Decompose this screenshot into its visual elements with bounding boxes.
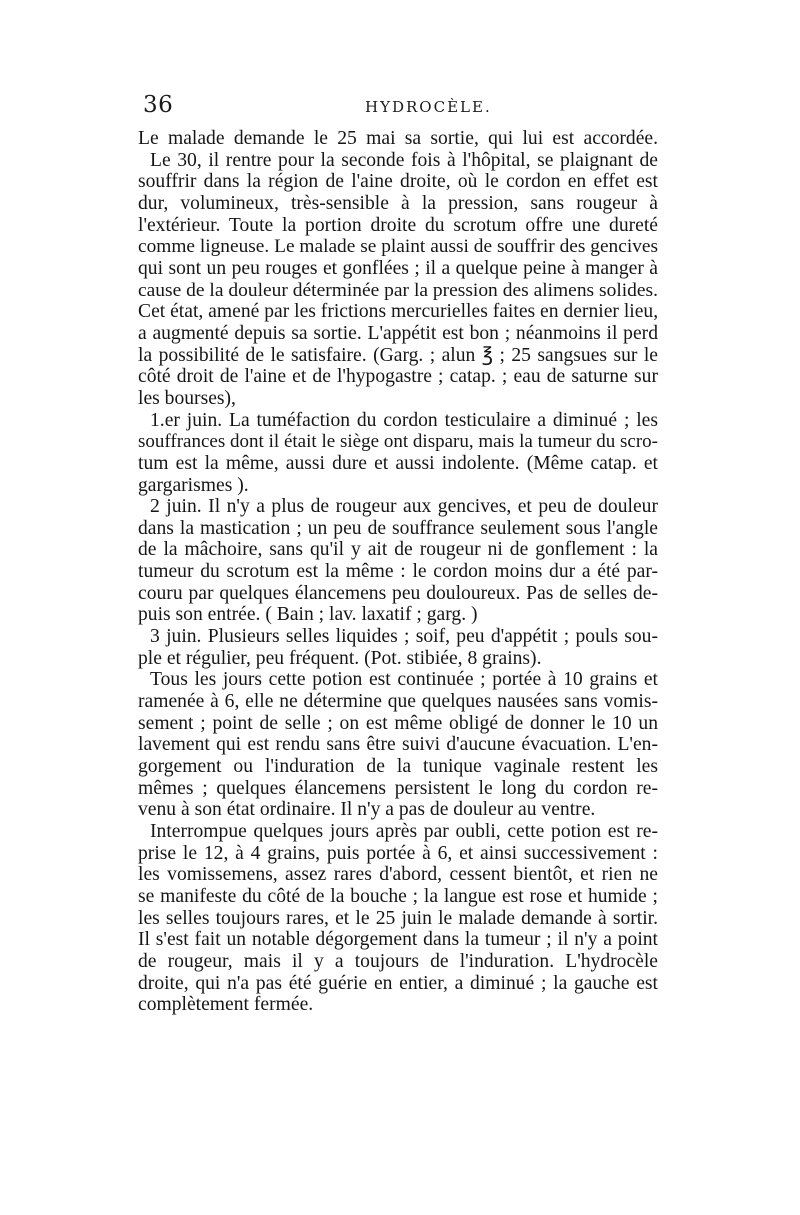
text-line: Interrompue quelques jours après par oubli, cette potion est re- xyxy=(150,821,658,842)
text-line: lavement qui est rendu sans être suivi d'aucune évacuation. L'en- xyxy=(138,734,658,756)
text-line: 2 juin. Il n'y a plus de rougeur aux gencives, et peu de douleur xyxy=(150,496,658,518)
text-line: sement ; point de selle ; on est même obligé de donner le 10 un xyxy=(138,712,658,734)
text-line: Le 30, il rentre pour la seconde fois à l'hôpital, se plaignant de xyxy=(150,149,658,171)
text-line: gorgement ou l'induration de la tunique vaginale restent les xyxy=(138,756,658,778)
text-line: la possibilité de le satisfaire. (Garg. ; alun ℥ ; 25 sangsues sur le xyxy=(138,344,658,366)
text-line: se manifeste du côté de la bouche ; la langue est rose et humide ; xyxy=(138,885,658,907)
text-line: cause de la douleur déterminée par la pression des alimens solides. xyxy=(138,279,658,301)
text-line: venu à son état ordinaire. Il n'y a pas de douleur au ventre. xyxy=(138,799,596,821)
text-line: les vomissemens, assez rares d'abord, cessent bientôt, et rien ne xyxy=(138,864,658,886)
text-line: l'extérieur. Toute la portion droite du scrotum offre une dureté xyxy=(138,214,658,236)
page-header xyxy=(143,92,663,122)
text-line: droite, qui n'a pas été guérie en entier, a diminué ; la gauche est xyxy=(138,972,658,994)
text-line: de rougeur, mais il y a toujours de l'induration. L'hydrocèle xyxy=(138,950,658,972)
text-line: puis son entrée. ( Bain ; lav. laxatif ; garg. ) xyxy=(138,604,478,626)
text-line: a augmenté depuis sa sortie. L'appétit est bon ; néanmoins il perd xyxy=(138,322,658,344)
text-line: 3 juin. Plusieurs selles liquides ; soif, peu d'appétit ; pouls sou- xyxy=(150,626,658,648)
text-line: les bourses), xyxy=(138,387,236,409)
text-line: 1.er juin. La tuméfaction du cordon testiculaire a diminué ; les xyxy=(150,409,658,431)
text-line: Tous les jours cette potion est continuée ; portée à 10 grains et xyxy=(150,669,658,691)
text-line: tumeur du scrotum est la même : le cordon moins dur a été par- xyxy=(138,561,658,583)
text-line: les selles toujours rares, et le 25 juin le malade demande à sortir. xyxy=(138,907,658,929)
text-line: de la mâchoire, sans qu'il y ait de rougeur ni de gonflement : la xyxy=(138,539,658,561)
text-line: gargarismes ). xyxy=(138,474,249,496)
text-line: complètement fermée. xyxy=(138,994,314,1016)
running-title: HYDROCÈLE. xyxy=(365,98,492,116)
text-line: prise le 12, à 4 grains, puis portée à 6, et ainsi successivement : xyxy=(138,842,658,864)
text-line: mêmes ; quelques élancemens persistent le long du cordon re- xyxy=(138,777,658,799)
body-text xyxy=(138,128,658,1016)
text-line: dans la mastication ; un peu de souffrance seulement sous l'angle xyxy=(138,517,658,539)
text-line: Cet état, amené par les frictions mercurielles faites en dernier lieu, xyxy=(138,301,659,323)
text-line: couru par quelques élancemens peu douloureux. Pas de selles de- xyxy=(138,582,658,604)
text-line: Le malade demande le 25 mai sa sortie, qui lui est accordée. xyxy=(138,128,658,149)
text-line: tum est la même, aussi dure et aussi indolente. (Même catap. et xyxy=(138,452,658,474)
text-line: souffrances dont il était le siège ont disparu, mais la tumeur du scro- xyxy=(138,431,658,453)
text-line: qui sont un peu rouges et gonflées ; il a quelque peine à manger à xyxy=(138,257,658,279)
page-number: 36 xyxy=(143,92,174,118)
text-line: souffrir dans la région de l'aine droite, où le cordon en effet est xyxy=(138,171,658,193)
text-line: côté droit de l'aine et de l'hypogastre ; catap. ; eau de saturne sur xyxy=(138,366,658,388)
text-line: Il s'est fait un notable dégorgement dans la tumeur ; il n'y a point xyxy=(138,929,658,951)
text-line: dur, volumineux, très-sensible à la pression, sans rougeur à xyxy=(138,192,658,214)
text-line: ramenée à 6, elle ne détermine que quelques nausées sans vomis- xyxy=(138,691,658,713)
text-line: comme ligneuse. Le malade se plaint aussi de souffrir des gencives xyxy=(138,236,658,258)
text-line: ple et régulier, peu fréquent. (Pot. stibiée, 8 grains). xyxy=(138,647,542,669)
